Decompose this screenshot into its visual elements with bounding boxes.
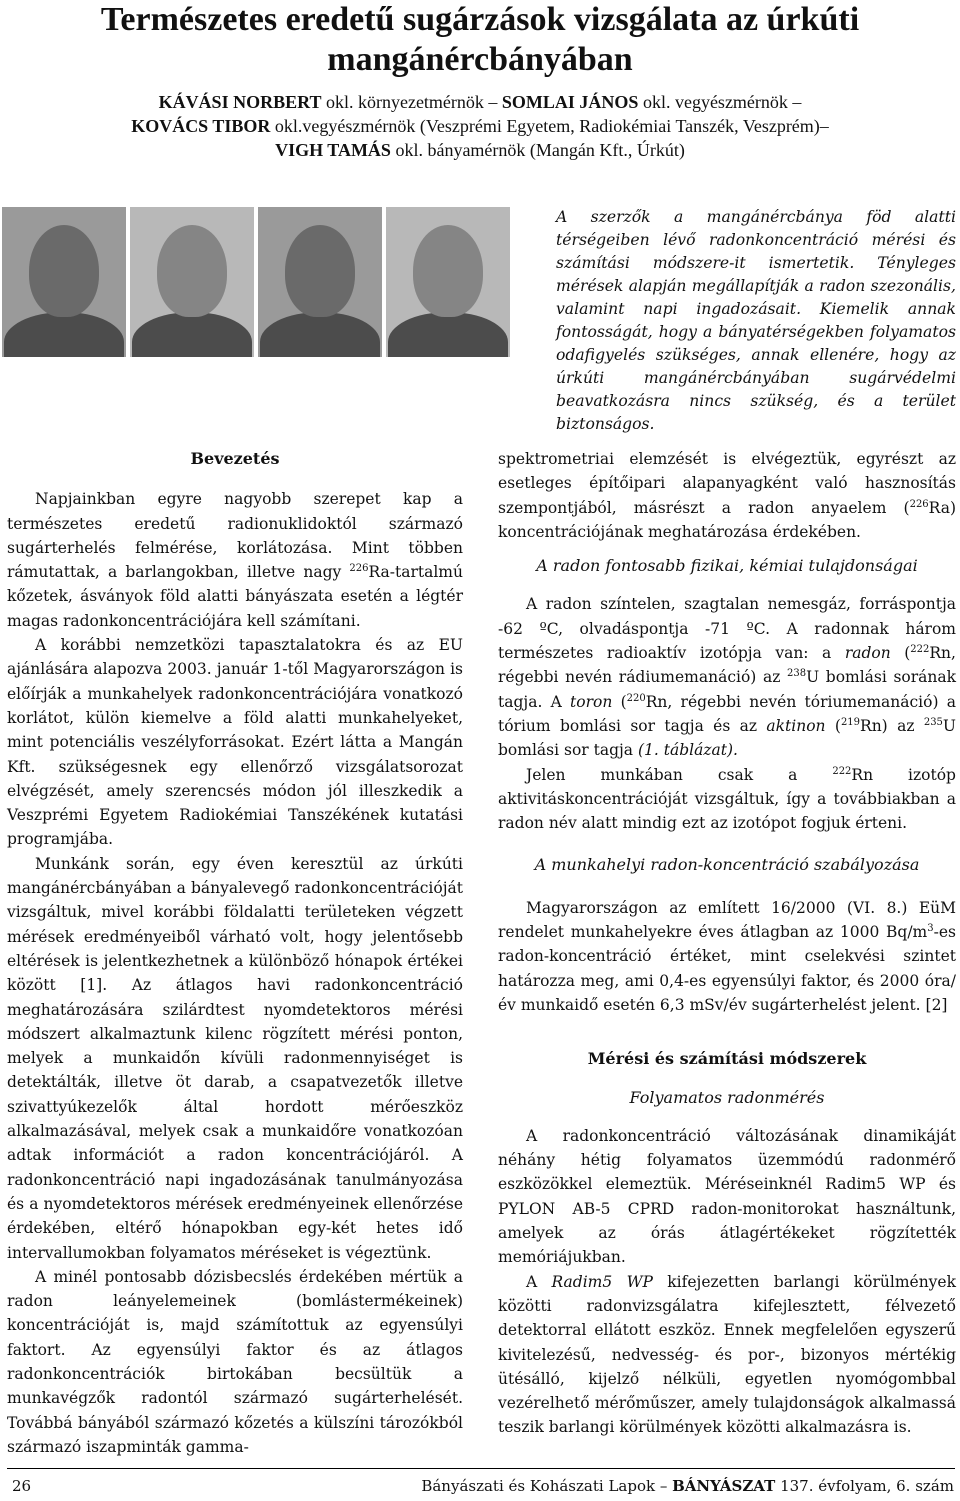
author-role: okl.vegyészmérnök (Veszprémi Egyetem, Radiokémiai Tanszék, Veszprém)– bbox=[270, 116, 829, 136]
paragraph: A radon színtelen, szagtalan nemesgáz, forráspontja -62 ºC, olvadáspontja -71 ºC. A radonnak három természetes radioaktív izotópja van: a radon ($^{222}$Rn, régebbi nevén rádiumemanáció) az $^{238}$U bomlási sorának tagja. A toron ($^{220}$Rn, régebbi nevén tóriumemanáció) a tórium bomlási sor tagja és az aktinon ($^{219}$Rn) az $^{235}$U bomlási sor tagja (1. táblázat). bbox=[498, 595, 957, 760]
authors-line-2 bbox=[0, 114, 960, 138]
paragraph: Magyarországon az említett 16/2000 (VI. 8.) EüM rendelet munkahelyekre éves átlagban az 1000 $Bq/m^3-es$ radon-koncentráció értéket, mint cselekvési szintet határozza meg, ami 0,4-es egyensúlyi faktor, és 2000 óra/év munkaidő esetén 6,3 mSv/év sugárterhelést jelent. [2] bbox=[498, 898, 956, 1014]
section-heading: Bevezetés bbox=[190, 449, 280, 468]
footer-rule bbox=[7, 1468, 955, 1469]
authors-line-3 bbox=[0, 138, 960, 162]
article-title bbox=[0, 0, 960, 80]
author-name: SOMLAI JÁNOS bbox=[501, 92, 639, 112]
section-heading: Mérési és számítási módszerek bbox=[587, 1049, 867, 1069]
author-photos bbox=[2, 207, 510, 357]
author-name: KOVÁCS TIBOR bbox=[131, 116, 271, 136]
author-photo bbox=[2, 207, 126, 357]
title-line-2: mangánércbányában bbox=[327, 41, 633, 78]
journal-footer: Bányászati és Kohászati Lapok – BÁNYÁSZAT 137. évfolyam, 6. szám bbox=[421, 1477, 954, 1495]
right-column bbox=[498, 447, 956, 1440]
abstract: A szerzők a mangánércbánya föd alatti térségeiben lévő radonkoncentráció mérési és számítási módszere-it ismertetik. Tényleges mérések alapján megállapítják a radon szezonális, valamint napi ingadozásait. Kiemelik annak fontosságát, hogy a bányatérségekben folyamatos odafigyelés szükséges, annak ellenére, hogy az úrkúti mangánércbányában sugárvédelmi beavatkozásra nincs szükség, és a terület biztonságos. bbox=[556, 208, 956, 433]
subsection-heading: A munkahelyi radon-koncentráció szabályozása bbox=[534, 855, 920, 875]
author-role: okl. bányamérnök (Mangán Kft., Úrkút) bbox=[390, 140, 685, 160]
paragraph: spektrometriai elemzését is elvégeztük, egyrészt az esetleges építőipari alapanyagként való hasznosítás szempontjából, másrészt a radon anyaelem ($^{226}$Ra) koncentrációjának meghatározása érdekében. bbox=[498, 450, 956, 541]
paragraph: A Radim5 WP kifejezetten barlangi körülmények közötti radonvizsgálatra kifejlesztett, félvezető detektorral ellátott eszköz. Ennek megfelelően egyszerű kivitelezésű, nedvesség- és por-, bizonyos mértékig ütésálló, kijelző nélküli, egyetlen nyomógombbal vezérelhető mérőműszer, amely tulajdonságok alkalmassá teszik barlangi körülmények közötti alkalmazásra is. bbox=[498, 1272, 956, 1437]
author-photo bbox=[386, 207, 510, 357]
authors-block bbox=[0, 90, 960, 162]
paragraph: A minél pontosabb dózisbecslés érdekében mértük a radon leányelemeinek (bomlástermékeinek) koncentrációját is, majd számítottuk az egyensúlyi faktort. Az egyensúlyi faktor és az átlagos radonkoncentrációk birtokában becsültük a munkavégzők radontól származó sugárterhelését. Továbbá bányából származó kőzetés a külszíni tározókból származó iszapminták gamma- bbox=[7, 1267, 463, 1456]
left-column bbox=[7, 447, 463, 1459]
paragraph: Jelen munkában csak a $^{222}$Rn izotóp aktivitáskoncentrációját vizsgáltuk, így a továbbiakban a radon név alatt mindig ezt az izotópot fogjuk érteni. bbox=[498, 765, 956, 833]
authors-line-1 bbox=[0, 90, 960, 114]
paragraph: A korábbi nemzetközi tapasztalatokra és az EU ajánlására alapozva 2003. január 1-től Magyarországon is előírják a munkahelyek radonkoncentrációjára vonatkozó korlátot, külön kiemelve a föld alatti munkahelyeket, mint potenciális veszélyforrásokat. Ezért látta a Mangán Kft. szükségesnek egy ellenőrző vizsgálatsorozat elvégzését, amely szerencsés módon jól illeszkedik a Veszprémi Egyetem Radiokémiai Tanszékének kutatási programjába. bbox=[7, 636, 463, 849]
subsection-heading: A radon fontosabb fizikai, kémiai tulajdonságai bbox=[536, 556, 918, 576]
author-role: okl. környezetmérnök – bbox=[321, 92, 502, 112]
page-number: 26 bbox=[12, 1477, 32, 1495]
title-line-1: Természetes eredetű sugárzások vizsgálata az úrkúti bbox=[100, 1, 860, 38]
author-photo bbox=[130, 207, 254, 357]
paragraph: Napjainkban egyre nagyobb szerepet kap a természetes eredetű radionuklidoktól származó sugárterhelés felmérése, korlátozása. Mint többen rámutattak, a barlangokban, illetve nagy $^{226}$Ra-tartalmú kőzetek, ásványok föld alatti bányászata esetén a légtér magas radonkoncentrációjára kell számítani. bbox=[7, 490, 463, 630]
subsection-heading: Folyamatos radonmérés bbox=[629, 1087, 825, 1107]
author-name: VIGH TAMÁS bbox=[275, 140, 391, 160]
author-role: okl. vegyészmérnök – bbox=[638, 92, 802, 112]
author-name: KÁVÁSI NORBERT bbox=[158, 92, 322, 112]
paragraph: Munkánk során, egy éven keresztül az úrkúti mangánércbányában a bányalevegő radonkoncentrációját vizsgáltuk, mivel korábbi földalatti területeken végzett mérések eredményeiből várható volt, hogy jelentősebb eltérések is jelentkezhetnek a különböző hónapok értékei között [1]. Az átlagos havi radonkoncentráció meghatározására szilárdtest nyomdetektoros mérési módszert alkalmaztunk kilenc rögzített mérési ponton, melyek a munkaidőn kívüli radonmennyiséget is detektálták, illetve öt darab, a csapatvezetők illetve szivattyúkezelők által hordott mérőeszköz alkalmazásával, melyek csak a munkaidőre vonatkozóan adtak információt a radon koncentrációjáról. A radonkoncentráció napi ingadozásának tanulmányozása és a nyomdetektoros mérések eredményeinek ellenőrzése érdekében, eltérő hónapokban egy-két hetes idő intervallumokban folyamatos méréseket is végeztünk. bbox=[7, 854, 463, 1262]
paragraph: A radonkoncentráció változásának dinamikáját néhány hétig folyamatos üzemmódú radonmérő eszközökkel elemeztük. Méréseinknél Radim5 WP és PYLON AB-5 CPRD radon-monitorokat használtunk, amelyek az órás átlagértékeket rögzítették memóriájukban. bbox=[498, 1126, 956, 1267]
author-photo bbox=[258, 207, 382, 357]
